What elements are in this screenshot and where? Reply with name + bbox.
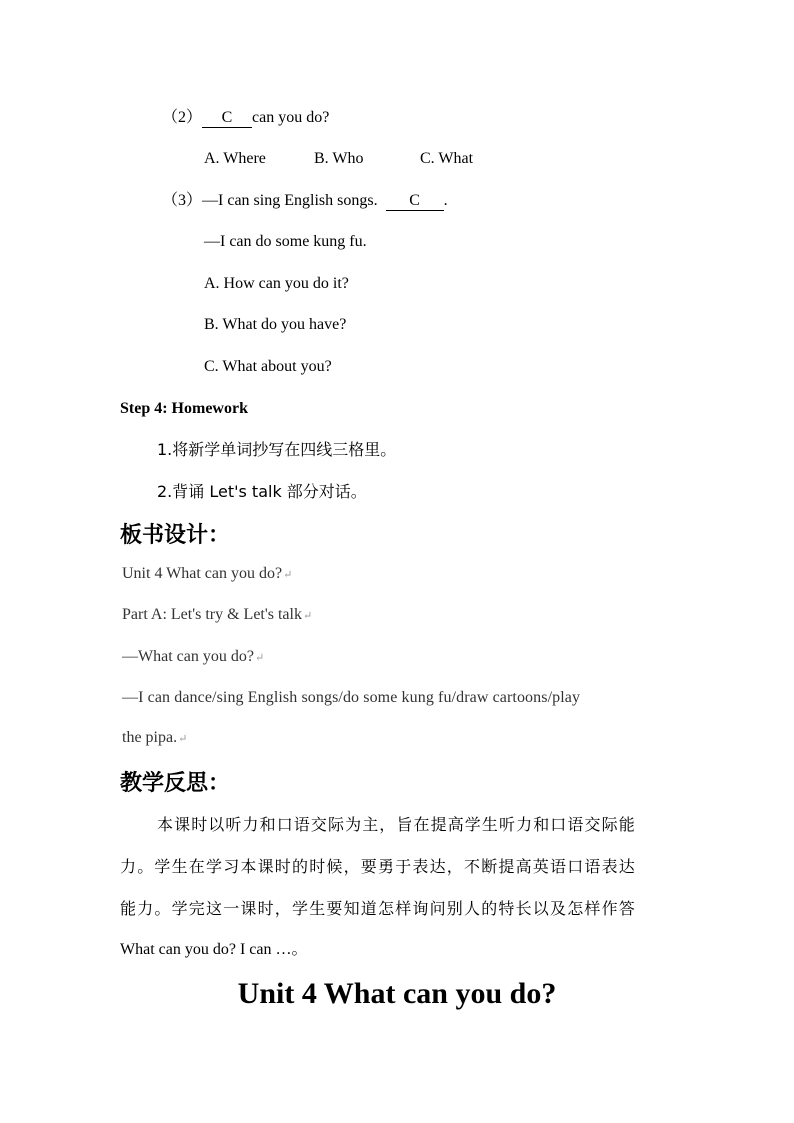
board-line-2: [122, 605, 312, 626]
board-line-5-text: the pipa.: [122, 729, 178, 746]
board-heading: 板书设计：: [120, 523, 231, 548]
paragraph-mark-icon: ↵: [302, 610, 313, 622]
board-line-4: —I can dance/sing English songs/do some kung fu/draw cartoons/play: [122, 689, 581, 706]
reflection-heading: 教学反思：: [120, 771, 231, 796]
q3-reply: —I can do some kung fu.: [204, 233, 367, 250]
q2-options: [204, 149, 473, 169]
q3-option-c: C. What about you?: [204, 358, 332, 375]
q3-number: （3）: [162, 192, 203, 209]
paragraph-mark-icon: ↵: [254, 652, 265, 664]
q2-number: （2）: [162, 109, 203, 126]
q2-option-c: C. What: [420, 150, 474, 167]
q2-answer: C: [202, 109, 252, 128]
unit-title: Unit 4 What can you do?: [237, 977, 557, 1010]
board-line-3: [122, 647, 264, 668]
board-line-3-text: —What can you do?: [122, 648, 254, 665]
reflection-line-2: 力。学生在学习本课时的时候，要勇于表达，不断提高英语口语表达: [120, 857, 637, 876]
q3-option-b: B. What do you have?: [204, 316, 347, 333]
reflection-line-4: What can you do? I can …。: [120, 941, 308, 958]
board-line-1: [122, 564, 292, 585]
homework-title: Step 4: Homework: [120, 400, 248, 417]
board-line-5: [122, 728, 187, 749]
reflection-line-3: 能力。学完这一课时，学生要知道怎样询问别人的特长以及怎样作答: [120, 899, 637, 918]
homework-item-2: 2.背诵 Let's talk 部分对话。: [157, 482, 367, 501]
paragraph-mark-icon: ↵: [178, 733, 188, 745]
q2-line: [162, 108, 329, 128]
q2-text: can you do?: [252, 109, 330, 126]
board-line-2-text: Part A: Let's try & Let's talk: [122, 606, 302, 623]
q3-option-a: A. How can you do it?: [204, 275, 349, 292]
homework-item-1: 1.将新学单词抄写在四线三格里。: [157, 440, 397, 459]
q3-prompt: —I can sing English songs.: [202, 192, 378, 209]
q3-line: [162, 191, 448, 211]
q3-answer: C: [386, 192, 444, 211]
q3-end: .: [443, 192, 448, 209]
q2-option-b: B. Who: [314, 150, 364, 167]
paragraph-mark-icon: ↵: [283, 569, 293, 581]
board-line-1-text: Unit 4 What can you do?: [122, 565, 283, 582]
q2-option-a: A. Where: [204, 150, 266, 167]
reflection-line-1: 本课时以听力和口语交际为主，旨在提高学生听力和口语交际能: [157, 815, 636, 834]
